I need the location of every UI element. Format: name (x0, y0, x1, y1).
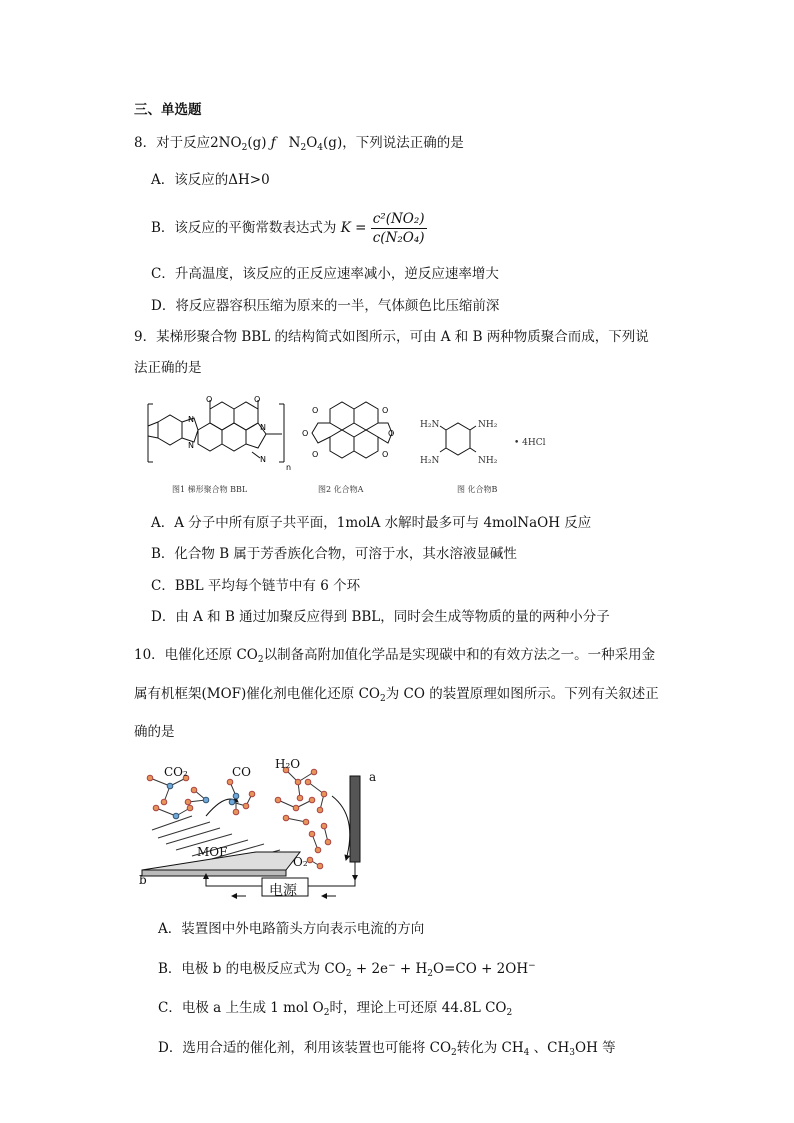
section-title: 三、单选题 (134, 102, 202, 118)
q8-stem: 8．对于反应$2NO_2(g)$ ƒ $N_2O_4(g)$，下列说法正确的是 (134, 135, 464, 153)
svg-text:O: O (206, 395, 213, 404)
svg-text:O: O (312, 450, 319, 459)
q9-option-d: D．由 A 和 B 通过加聚反应得到 BBL，同时会生成等物质的量的两种小分子 (151, 609, 610, 625)
svg-text:n: n (286, 463, 292, 472)
fig-a-label: a (369, 770, 377, 784)
fig-o2-label: O₂ (293, 855, 308, 869)
svg-text:O: O (312, 406, 319, 415)
svg-text:N: N (188, 441, 194, 450)
h2n-top-label: H₂N (420, 420, 440, 430)
svg-text:O: O (382, 406, 389, 415)
figure1-caption: 图1 梯形聚合物 BBL (172, 485, 248, 494)
fig-co2-label: CO₂ (164, 765, 188, 779)
svg-text:N: N (188, 415, 194, 424)
q10-stem-line3: 确的是 (134, 724, 175, 740)
svg-text:O: O (388, 429, 395, 438)
q10-stem-line2: 属有机框架(MOF)催化剂电催化还原 $CO_2$为 CO 的装置原理如图所示。下列有关叙述正 (134, 686, 659, 704)
fig-mof-label: MOF (197, 845, 228, 859)
fig-b-label: b (139, 873, 147, 887)
svg-text:N: N (260, 423, 266, 432)
q10-option-a: A．装置图中外电路箭头方向表示电流的方向 (158, 921, 425, 937)
figure3-caption: 图 化合物B (457, 485, 498, 494)
svg-text:N: N (260, 455, 266, 464)
fig-h2o-label: H₂O (275, 757, 301, 771)
hcl-label: • 4HCl (514, 438, 546, 448)
q8-option-b: B．该反应的平衡常数表达式为 K = $\frac{\text{c²(NO₂)}}{\text{c(N₂O₄)}}$ (151, 211, 425, 246)
q10-stem-line1: 10．电催化还原 $CO_2$以制备高附加值化学品是实现碳中和的有效方法之一。一种采用金 (134, 647, 656, 665)
svg-text:O: O (302, 429, 309, 438)
nh2-bottom-label: NH₂ (478, 456, 498, 466)
q10-option-d: D．选用合适的催化剂，利用该装置也可能将 $CO_2$转化为 $CH_4$ 、$CH_3OH$ 等 (158, 1040, 616, 1058)
h2n-bottom-label: H₂N (420, 456, 440, 466)
svg-text:O: O (254, 395, 261, 404)
q9-option-c: C．BBL 平均每个链节中有 6 个环 (151, 578, 361, 594)
q9-stem-line1: 9．某梯形聚合物 BBL 的结构简式如图所示，可由 A 和 B 两种物质聚合而成，下列说 (134, 329, 649, 345)
svg-text:O: O (382, 450, 389, 459)
bbl-polymer-structure (136, 392, 296, 472)
fig-power-label: 电源 (269, 883, 297, 899)
compound-a-structure (300, 395, 396, 470)
figure2-caption: 图2 化合物A (318, 485, 364, 494)
q10-option-b: B．电极 b 的电极反应式为 $CO_2 + 2e^- + H_2O=CO + 2OH^-$ (158, 961, 536, 979)
q8-option-c: C．升高温度，该反应的正反应速率减小，逆反应速率增大 (151, 266, 499, 282)
fig-co-label: CO (232, 765, 252, 779)
q8-option-d: D．将反应器容积压缩为原来的一半，气体颜色比压缩前深 (151, 298, 500, 314)
nh2-top-label: NH₂ (478, 420, 498, 430)
q9-option-a: A．A 分子中所有原子共平面，1molA 水解时最多可与 4molNaOH 反应 (151, 515, 592, 531)
q9-option-b: B．化合物 B 属于芳香族化合物，可溶于水，其水溶液显碱性 (151, 546, 517, 562)
q10-option-c: C．电极 a 上生成 1 mol $O_2$时，理论上可还原 44.8L $CO_2$ (158, 1000, 513, 1018)
q8-option-a: A．该反应的ΔH>0 (151, 172, 270, 188)
equilibrium-constant-fraction: $\frac{\text{c²(NO₂)}}{\text{c(N₂O₄)}}$ (372, 211, 425, 246)
q9-stem-line2: 法正确的是 (134, 360, 202, 376)
